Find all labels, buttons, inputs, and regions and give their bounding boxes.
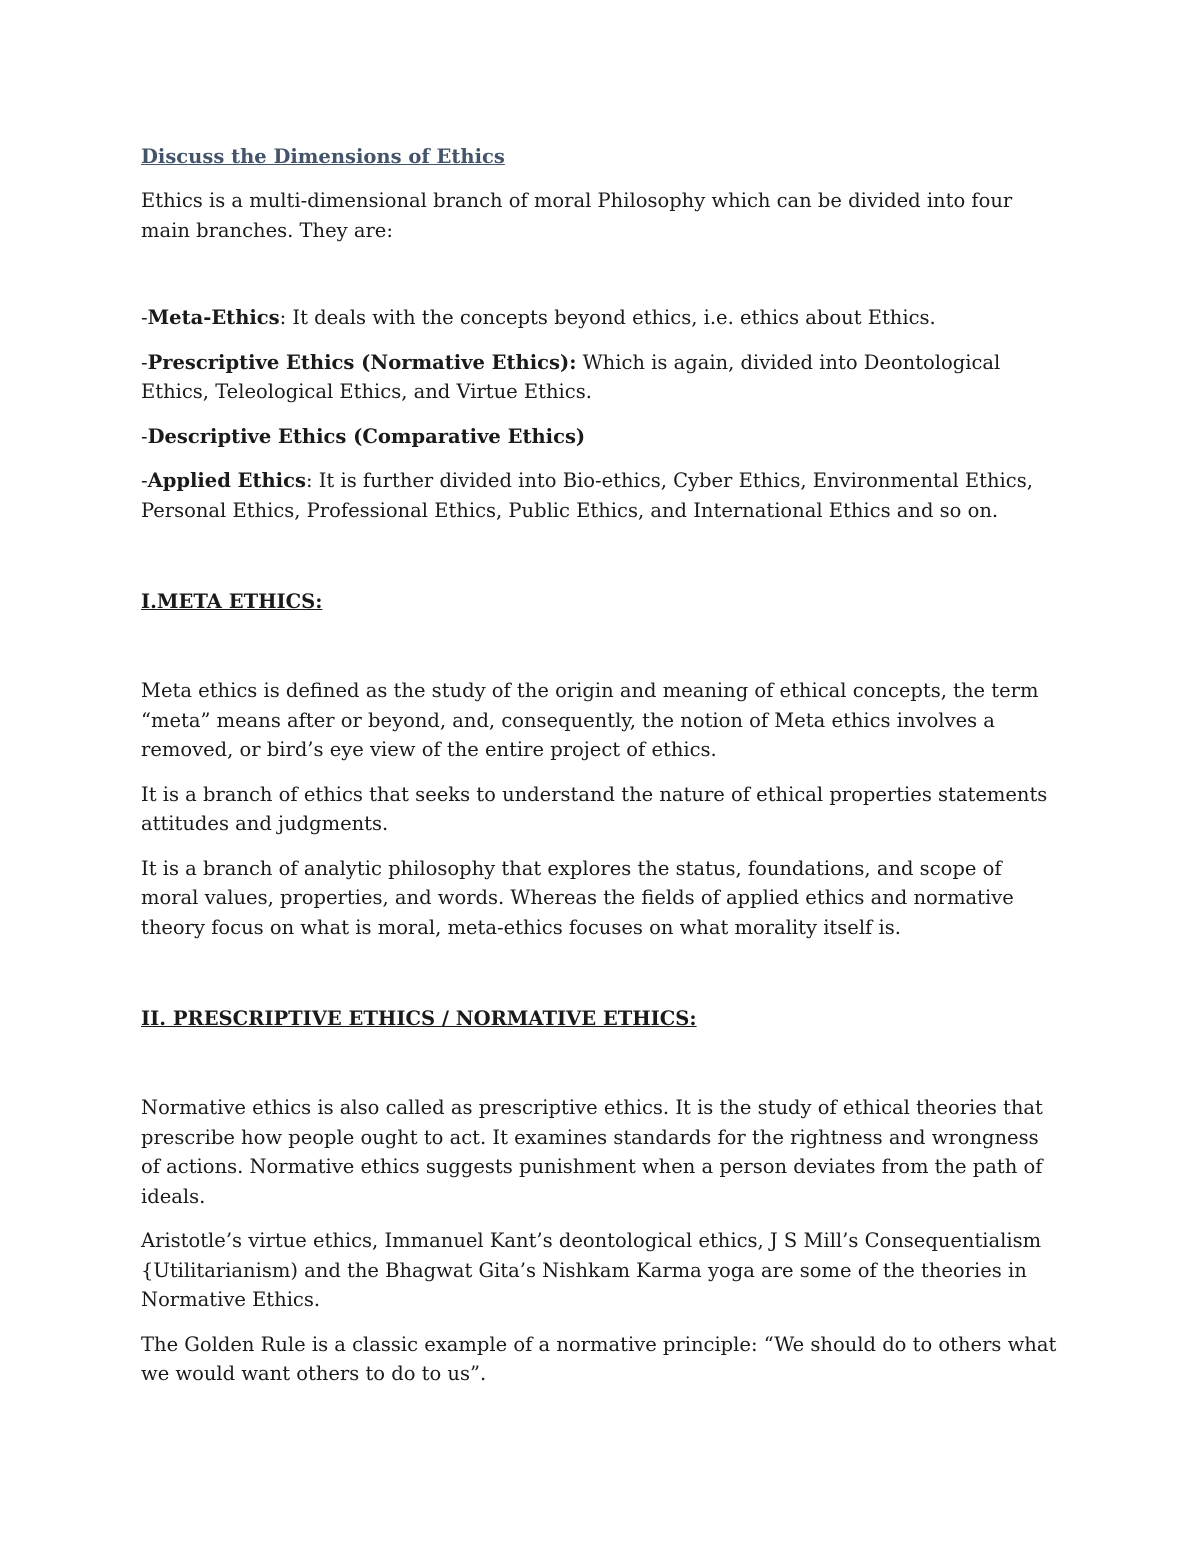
normative-ethics-paragraph-3: The Golden Rule is a classic example of a normative principle: “We should do to others what we would want others to do to us”.	[141, 1332, 1057, 1385]
intro-paragraph: Ethics is a multi-dimensional branch of moral Philosophy which can be divided into four main branches. They are:	[141, 189, 1013, 242]
meta-ethics-paragraph-1: Meta ethics is defined as the study of the origin and meaning of ethical concepts, the term “meta” means after or beyond, and, consequently, the notion of Meta ethics involves a removed, or bird’s eye view of the entire project of ethics.	[141, 679, 1039, 761]
branch-meta-ethics: -Meta-Ethics: It deals with the concepts beyond ethics, i.e. ethics about Ethics.	[141, 306, 936, 329]
section-heading-meta-ethics: I.META ETHICS:	[141, 590, 323, 613]
meta-ethics-paragraph-2: It is a branch of ethics that seeks to understand the nature of ethical properties statements attitudes and judgments.	[141, 782, 1048, 835]
branch-descriptive-ethics: -Descriptive Ethics (Comparative Ethics)	[141, 424, 586, 448]
branch-prescriptive-ethics: -Prescriptive Ethics (Normative Ethics): Which is again, divided into Deontological Ethics, Teleological Ethics, and Virtue Ethics.	[141, 350, 1001, 403]
document-title: Discuss the Dimensions of Ethics	[141, 145, 505, 168]
meta-ethics-paragraph-3: It is a branch of analytic philosophy that explores the status, foundations, and scope of moral values, properties, and words. Whereas the fields of applied ethics and normative theory focus on what is moral, meta-ethics focuses on what morality itself is.	[141, 856, 1014, 939]
branch-applied-ethics: -Applied Ethics: It is further divided into Bio-ethics, Cyber Ethics, Environmental Ethics, Personal Ethics, Professional Ethics, Public Ethics, and International Ethics and so on.	[141, 469, 1033, 522]
normative-ethics-paragraph-2: Aristotle’s virtue ethics, Immanuel Kant’s deontological ethics, J S Mill’s Consequentialism {Utilitarianism) and the Bhagwat Gita’s Nishkam Karma yoga are some of the theories in Normative Ethics.	[141, 1229, 1042, 1311]
section-heading-normative-ethics: II. PRESCRIPTIVE ETHICS / NORMATIVE ETHICS:	[141, 1007, 697, 1030]
normative-ethics-paragraph-1: Normative ethics is also called as prescriptive ethics. It is the study of ethical theories that prescribe how people ought to act. It examines standards for the rightness and wrongness of actions. Normative ethics suggests punishment when a person deviates from the path of ideals.	[141, 1096, 1043, 1208]
